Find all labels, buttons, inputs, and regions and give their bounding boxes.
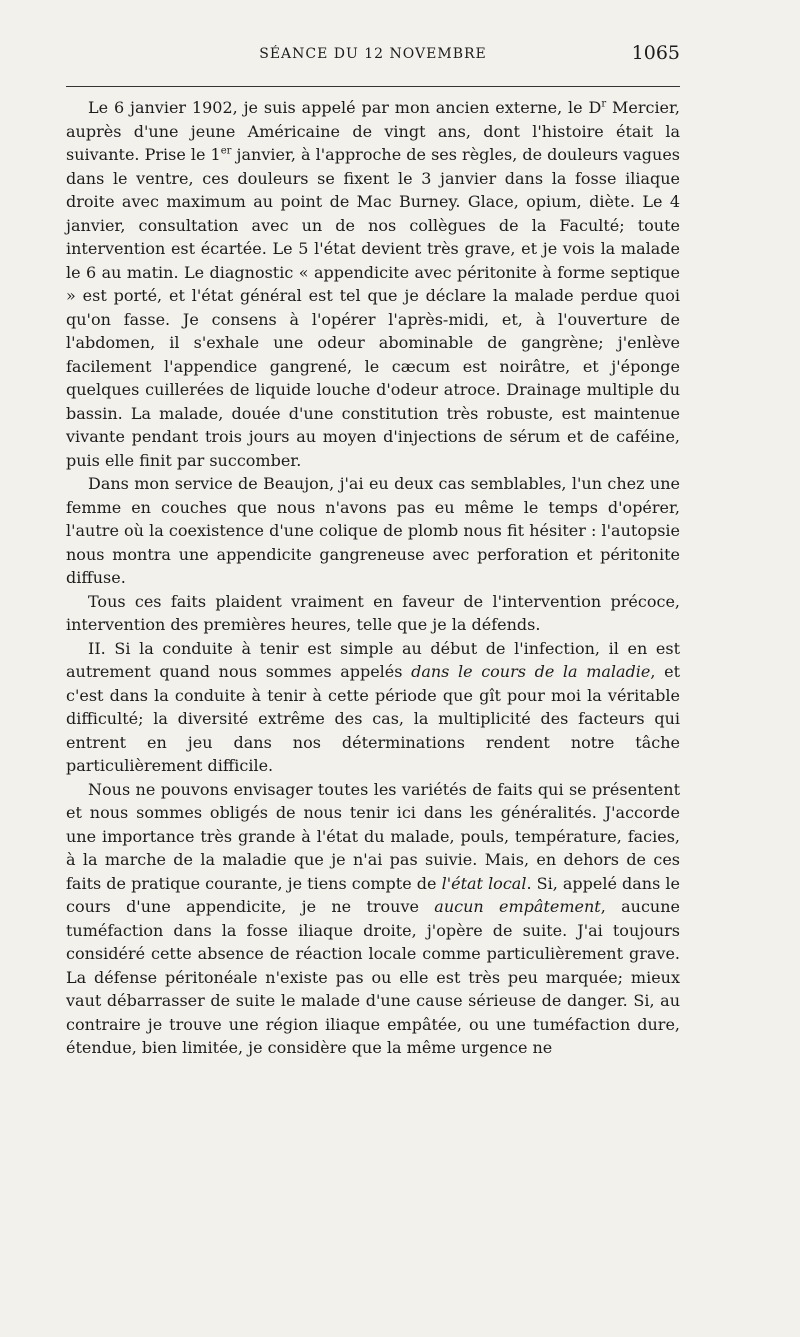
- running-title: SÉANCE DU 12 NOVEMBRE: [259, 46, 487, 62]
- paragraph-5-italic-empatement: aucun empâtement: [434, 897, 601, 916]
- paragraph-4-part-c: , et c'est dans la conduite à tenir à cette période que gît pour moi la véritable difficulté; la diversité extrême des cas, la multiplicité des facteurs qui entrent en jeu dans nos déterminations rendent notre tâche particulièrement difficile.: [66, 662, 680, 775]
- paragraph-5: [66, 778, 680, 1060]
- paragraph-3: Tous ces faits plaident vraiment en faveur de l'intervention précoce, intervention des premières heures, telle que je la défends.: [66, 591, 680, 634]
- paragraph-5-part-a: Nous ne pouvons envisager toutes les variétés de faits qui se présentent et nous sommes obligés de nous tenir ici dans les généralités. J'accorde une importance très grande à l'état du malade, pouls, température, facies, à la marche de la maladie que je n'ai pas suivie. Mais, en dehors de ces faits de pratique courante, je tiens compte de: [66, 779, 680, 893]
- body-text: [66, 96, 680, 1060]
- paragraph-1-part-a: Le 6 janvier 1902, je suis appelé par mon ancien externe, le D: [88, 98, 602, 117]
- superscript-premier: er: [220, 145, 232, 157]
- header-rule: [66, 86, 680, 87]
- paragraph-2: Dans mon service de Beaujon, j'ai eu deux cas semblables, l'un chez une femme en couches que nous n'avons pas eu même le temps d'opérer, l'autre où la coexistence d'une colique de plomb nous fit hésiter : l'autopsie nous montra une appendicite gangreneuse avec perforation et péritonite diffuse.: [66, 474, 680, 587]
- page-number: 1065: [631, 42, 680, 64]
- paragraph-4: [66, 637, 680, 778]
- superscript-docteur: r: [601, 98, 607, 110]
- paragraph-5-italic-etat-local: l'état local: [441, 873, 527, 893]
- paragraph-5-part-c: . Si, appelé dans le cours d'une appendicite, je ne trouve: [66, 873, 681, 916]
- paragraph-1-part-e: janvier, à l'approche de ses règles, de douleurs vagues dans le ventre, ces douleurs se fixent le 3 janvier dans la fosse iliaque droite avec maximum au point de Mac Burney. Glace, opium, diète. Le 4 janvier, consultation avec un de nos collègues de la Faculté; toute intervention est écartée. Le 5 l'état devient très grave, et je vois la malade le 6 au matin. Le diagnostic « appendicite avec péritonite à forme septique » est porté, et l'état général est tel que je déclare la malade perdue quoi qu'on fasse. Je consens à l'opérer l'après-midi, et, à l'ouverture de l'abdomen, il s'exhale une odeur abominable de gangrène; j'enlève facilement l'appendice gangrené, le cæcum est noirâtre, et j'éponge quelques cuillerées de liquide louche d'odeur atroce. Drainage multiple du bassin. La malade, douée d'une constitution très robuste, est maintenue vivante pendant trois jours au moyen d'injections de sérum et de caféine, puis elle finit par succomber.: [66, 145, 680, 470]
- paragraph-4-part-a: II. Si la conduite à tenir est simple au début de l'infection, il en est autrement quand nous sommes appelés: [66, 638, 680, 681]
- paragraph-1-part-c: Mercier, auprès d'une jeune Américaine de vingt ans, dont l'histoire était la suivante. Prise le 1: [66, 98, 681, 164]
- paragraph-5-part-e: , aucune tuméfaction dans la fosse iliaque droite, j'opère de suite. J'ai toujours considéré cette absence de réaction locale comme particulièrement grave. La défense péritonéale n'existe pas ou elle est très peu marquée; mieux vaut débarrasser de suite le malade d'une cause sérieuse de danger. Si, au contraire je trouve une région iliaque empâtée, ou une tuméfaction dure, étendue, bien limitée, je considère que la même urgence ne: [66, 897, 680, 1057]
- paragraph-4-italic: dans le cours de la maladie: [411, 662, 651, 681]
- page-header: [66, 40, 680, 74]
- paragraph-1: [66, 96, 680, 472]
